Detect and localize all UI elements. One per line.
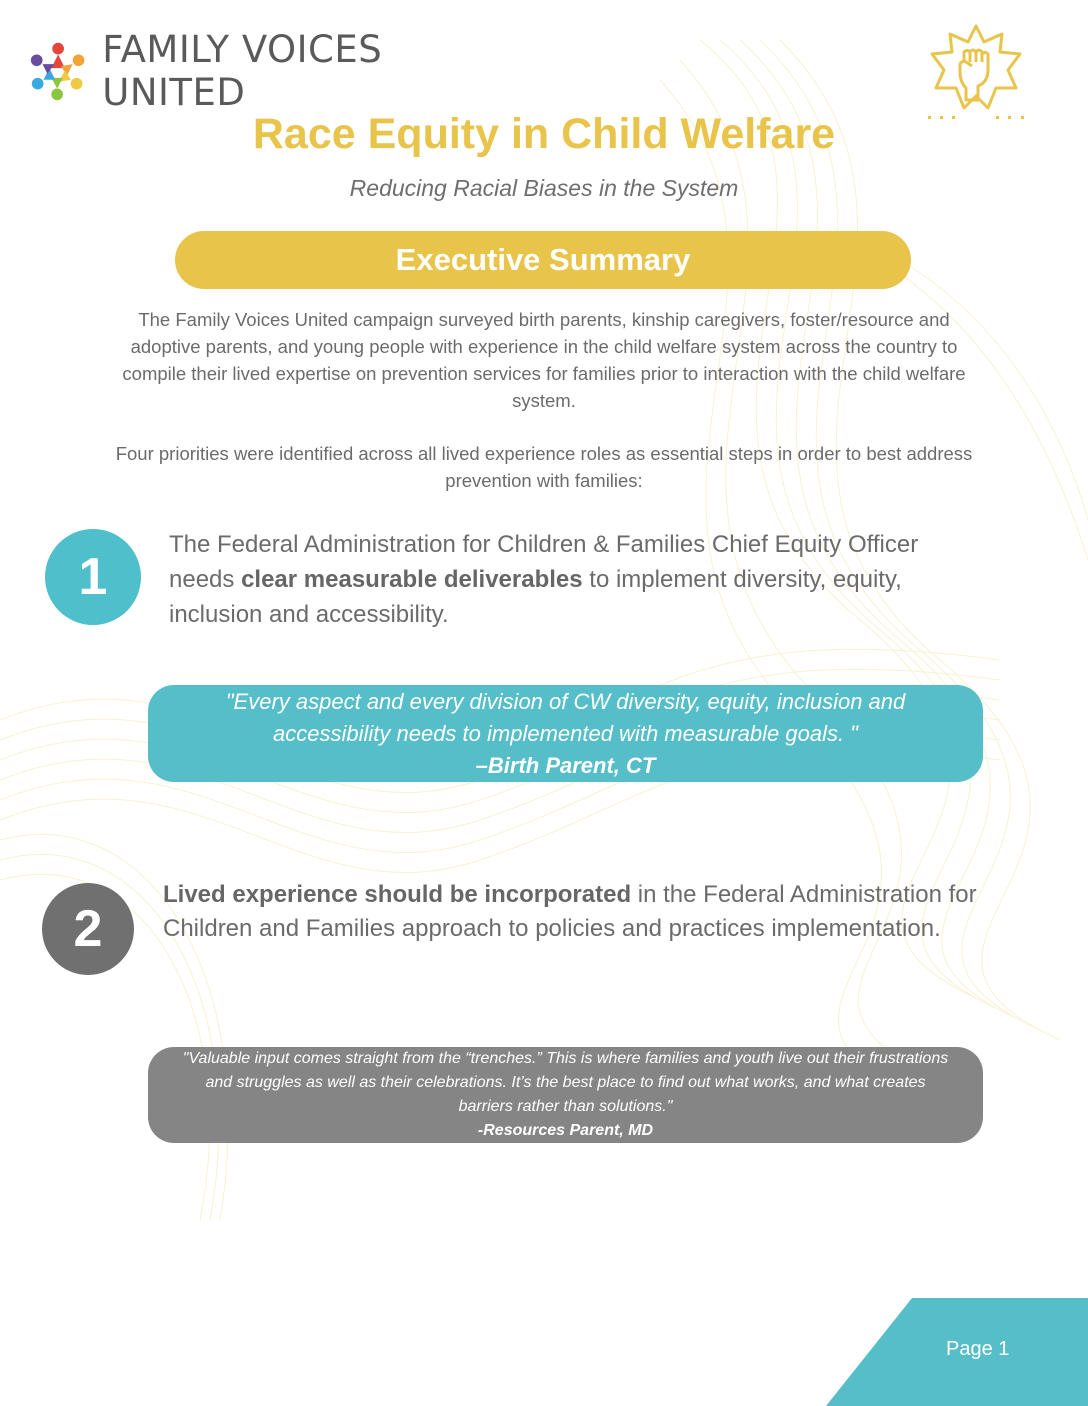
intro-paragraph-1: The Family Voices United campaign surveyed birth parents, kinship caregivers, foster/resource and adoptive parents, and young people with experience in the child welfare system across the country to compile their lived expertise on prevention services for families prior to interaction with the child welfare system. — [122, 309, 966, 411]
quote-1-box — [148, 685, 983, 782]
priority-1-text-after: to implement diversity, equity, inclusion and accessibility. — [169, 566, 902, 628]
quote-2-attribution: -Resources Parent, MD — [477, 1122, 654, 1139]
brand-logo — [26, 28, 526, 114]
priority-number-2: 2 — [42, 883, 134, 975]
intro-text — [110, 306, 978, 520]
executive-summary-banner: Executive Summary — [175, 231, 911, 289]
priority-1-text-bold: clear measurable deliverables — [241, 566, 583, 593]
priority-number-1: 1 — [45, 529, 141, 625]
intro-paragraph-2: Four priorities were identified across all lived experience roles as essential steps in order to best address prevention with families: — [115, 443, 973, 491]
priority-2-text-bold: Lived experience should be incorporated — [163, 881, 632, 908]
quote-2-box — [148, 1047, 983, 1143]
priority-2-text — [163, 878, 1003, 946]
raised-fist-icon — [926, 22, 1026, 122]
page-title: Race Equity in Child Welfare — [252, 110, 836, 158]
quote-1-line-1: "Every aspect and every division of CW diversity, equity, inclusion and — [225, 689, 906, 714]
family-circle-icon — [26, 38, 90, 104]
priority-1-text-before: The Federal Administration for Children & Families Chief Equity Officer needs — [169, 531, 919, 593]
quote-1-line-2: accessibility needs to implemented with measurable goals. " — [273, 721, 858, 746]
page-number: Page 1 — [946, 1338, 1010, 1360]
quote-2-line-3: barriers rather than solutions." — [458, 1098, 673, 1115]
quote-2-line-1: "Valuable input comes straight from the “trenches.” This is where families and youth live out their frustrations — [182, 1050, 949, 1067]
logo-text: FAMILY VOICES UNITED — [102, 28, 383, 114]
quote-2-line-2: and struggles as well as their celebrations. It’s the best place to find out what works, and what creates — [205, 1074, 926, 1091]
priority-2-text-after: in the Federal Administration for Children and Families approach to policies and practices implementation. — [163, 881, 977, 942]
page-subtitle: Reducing Racial Biases in the System — [349, 175, 739, 201]
quote-1-attribution: –Birth Parent, CT — [475, 753, 656, 778]
priority-1-text — [169, 527, 969, 632]
